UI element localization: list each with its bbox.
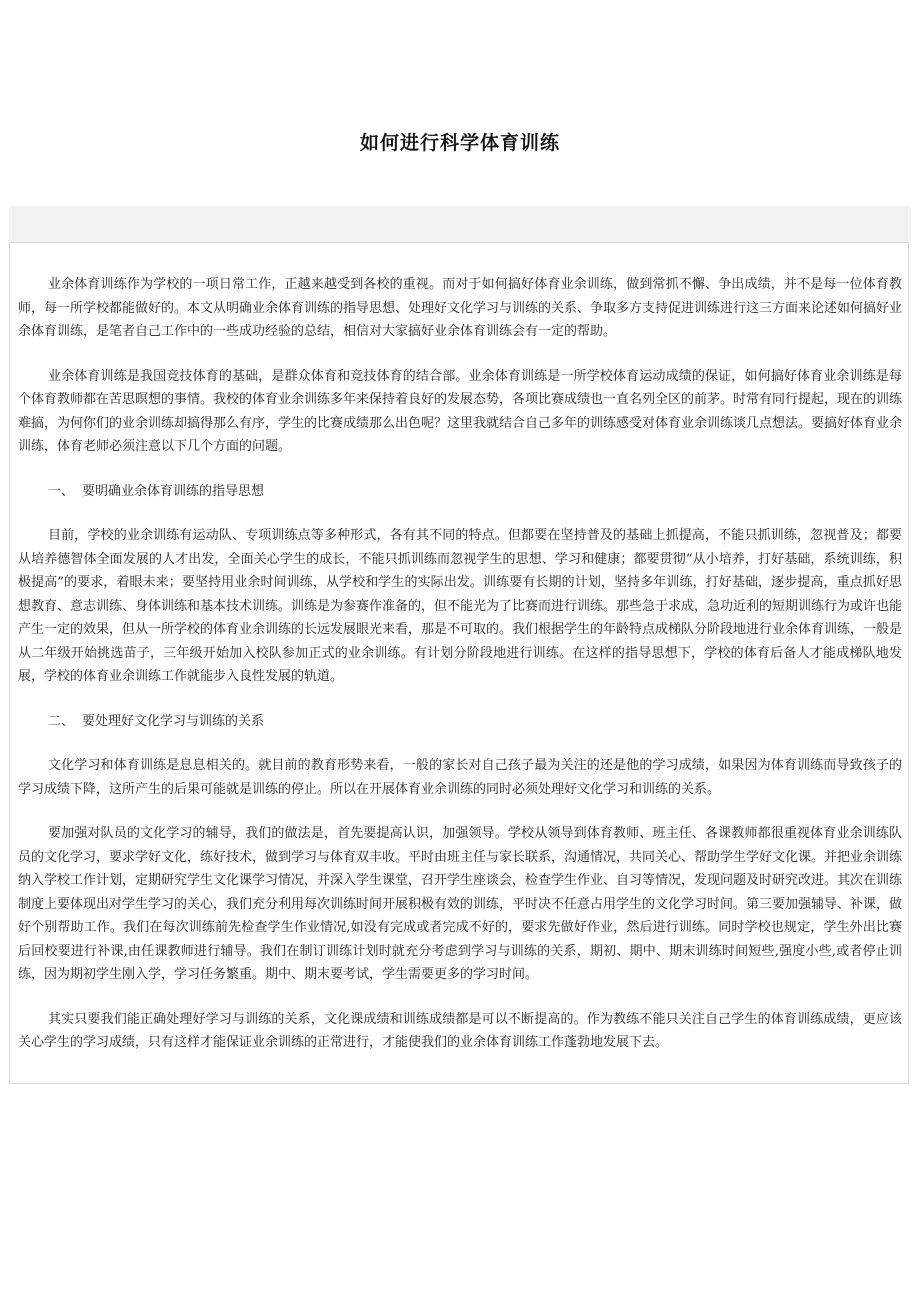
article-content (18, 273, 902, 1076)
section-heading-2 (18, 710, 902, 734)
section-title-2: 要处理好文化学习与训练的关系 (82, 713, 265, 729)
section1-paragraph-1: 目前，学校的业余训练有运动队、专项训练点等多种形式，各有其不同的特点。但都要在坚持普及的基础上抓提高，不能只抓训练，忽视普及；都要从培养德智体全面发展的人才出发，全面关心学生的成长，不能只抓训练而忽视学生的思想、学习和健康；都要贯彻“从小培养，打好基础，系统训练，积极提高”的要求，着眼未来；要坚持用业余时间训练，从学校和学生的实际出发。训练要有长期的计划，坚持多年训练，打好基础，逐步提高，重点抓好思想教育、意志训练、身体训练和基本技术训练。训练是为参赛作准备的，但不能光为了比赛而进行训练。那些急于求成，急功近利的短期训练行为或许也能产生一定的效果，但从一所学校的体育业余训练的长远发展眼光来看，那是不可取的。我们根据学生的年龄特点成梯队分阶段地进行业余体育训练，一般是从二年级开始挑选苗子，三年级开始加入校队参加正式的业余训练。有计划分阶段地进行训练。在这样的指导思想下，学校的体育后备人才能成梯队地发展，学校的体育业余训练工作就能步入良性发展的轨道。 (18, 528, 903, 684)
section-title-1: 要明确业余体育训练的指导思想 (82, 483, 265, 499)
section-number-2: 二、 (48, 713, 75, 729)
section2-paragraph-2: 要加强对队员的文化学习的辅导，我们的做法是，首先要提高认识，加强领导。学校从领导到体育教师、班主任、各课教师都很重视体育业余训练队员的文化学习，要求学好文化，练好技术，做到学习与体育双丰收。平时由班主任与家长联系，沟通情况，共同关心、帮助学生学好文化课。并把业余训练纳入学校工作计划，定期研究学生文化课学习情况，并深入学生课堂，召开学生座谈会，检查学生作业、自习等情况，发现问题及时研究改进。其次在训练制度上要体现出对学生学习的关心，我们充分利用每次训练时间开展积极有效的训练，平时决不任意占用学生的文化学习时间。第三要加强辅导、补课，做好个别帮助工作。我们在每次训练前先检查学生作业情况,如没有完成或者完成不好的，要求先做好作业，然后进行训练。同时学校也规定，学生外出比赛后回校要进行补课,由任课教师进行辅导。我们在制订训练计划时就充分考虑到学习与训练的关系，期初、期中、期末训练时间短些,强度小些,或者停止训练，因为期初学生刚入学，学习任务繁重。期中、期末要考试，学生需要更多的学习时间。 (18, 826, 903, 982)
article-body (9, 242, 909, 1084)
header-band (9, 206, 911, 242)
section-number-1: 一、 (48, 483, 75, 499)
section2-paragraph-3: 其实只要我们能正确处理好学习与训练的关系，文化课成绩和训练成绩都是可以不断提高的。作为教练不能只关注自己学生的体育训练成绩，更应该关心学生的学习成绩，只有这样才能保证业余训练的正常进行，才能使我们的业余体育训练工作蓬勃地发展下去。 (18, 1011, 902, 1050)
section2-paragraph-1: 文化学习和体育训练是息息相关的。就目前的教育形势来看，一般的家长对自己孩子最为关注的还是他的学习成绩，如果因为体育训练而导致孩子的学习成绩下降，这所产生的后果可能就是训练的停止。所以在开展体育业余训练的同时必须处理好文化学习和训练的关系。 (18, 758, 902, 797)
intro-paragraph-1: 业余体育训练作为学校的一项日常工作，正越来越受到各校的重视。而对于如何搞好体育业余训练，做到常抓不懈、争出成绩，并不是每一位体育教师，每一所学校都能做好的。本文从明确业余体育训练的指导思想、处理好文化学习与训练的关系、争取多方支持促进训练进行这三方面来论述如何搞好业余体育训练，是笔者自己工作中的一些成功经验的总结，相信对大家搞好业余体育训练会有一定的帮助。 (18, 277, 903, 339)
section-heading-1 (18, 480, 902, 504)
intro-paragraph-2: 业余体育训练是我国竞技体育的基础，是群众体育和竞技体育的结合部。业余体育训练是一所学校体育运动成绩的保证，如何搞好体育业余训练是每个体育教师都在苦思暝想的事情。我校的体育业余训练多年来保持着良好的发展态势，各项比赛成绩也一直名列全区的前茅。时常有同行提起，现在的训练难搞，为何你们的业余训练却搞得那么有序，学生的比赛成绩那么出色呢？这里我就结合自己多年的训练感受对体育业余训练谈几点想法。要搞好体育业余训练，体育老师必须注意以下几个方面的问题。 (18, 368, 903, 454)
page-title: 如何进行科学体育训练 (359, 132, 560, 154)
